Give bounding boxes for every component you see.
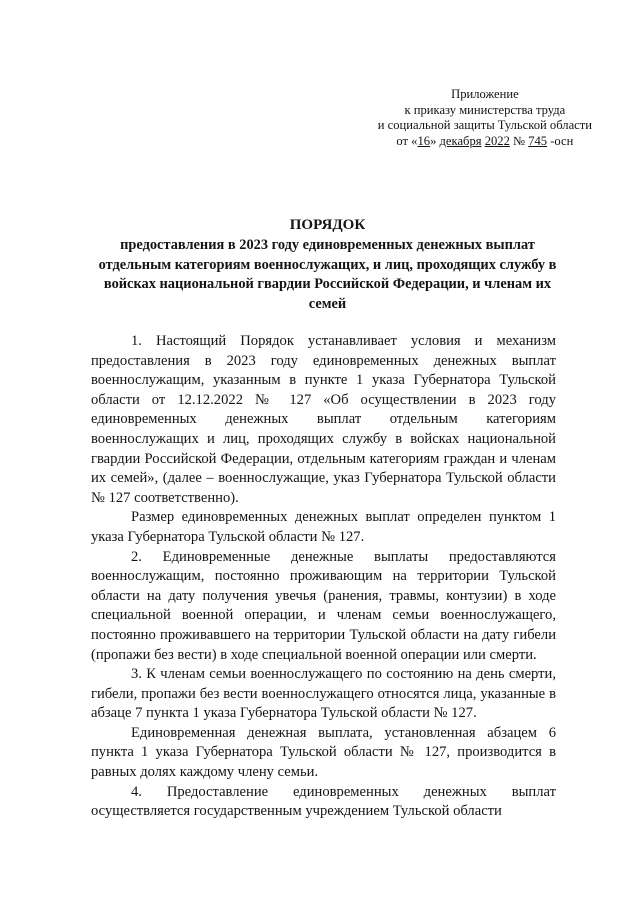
date-prefix: от « [396, 133, 418, 148]
paragraph-6: 4. Предоставление единовременных денежных выплат осуществляется государственным учреждением Тульской области [91, 783, 556, 820]
appendix-label: Приложение [451, 87, 519, 101]
appendix-order-ref: к приказу министерства труда [404, 102, 566, 117]
order-month: декабря [439, 133, 482, 148]
order-suffix: -осн [547, 133, 574, 148]
paragraph-5: Единовременная денежная выплата, установленная абзацем 6 пункта 1 указа Губернатора Тульской области № 127, производится в равных долях каждому члену семьи. [91, 724, 556, 781]
appendix-header [378, 87, 592, 149]
number-sign: № [509, 133, 529, 148]
document-title-block [85, 216, 570, 314]
paragraph-4: 3. К членам семьи военнослужащего по состоянию на день смерти, гибели, пропажи без вести военнослужащего относятся лица, указанные в абзаце 7 пункта 1 указа Губернатора Тульской области № 127. [91, 666, 556, 722]
document-title: ПОРЯДОК [289, 217, 366, 233]
order-year: 2022 [484, 133, 510, 148]
document-body [91, 332, 556, 822]
order-number: 745 [528, 133, 548, 148]
paragraph-1: 1. Настоящий Порядок устанавливает условия и механизм предоставления в 2023 году единовременных денежных выплат военнослужащим, указанным в пункте 1 указа Губернатора Тульской области от 12.12.2022 № 127 «Об осуществлении в 2023 году единовременных денежных выплат отдельным категориям военнослужащих и лиц, проходящих службу в войсках национальной гвардии Российской Федерации, отдельным категориям граждан и членам их семей», (далее – военнослужащие, указ Губернатора Тульской области № 127 соответственно). [91, 333, 556, 506]
paragraph-3: 2. Единовременные денежные выплаты предоставляются военнослужащим, постоянно проживающим на территории Тульской области на дату получения увечья (ранения, травмы, контузии) в ходе специальной военной операции, и членам семьи военнослужащего, постоянно проживавшего на территории Тульской области на дату гибели (пропажи без вести) в ходе специальной военной операции или смерти. [91, 548, 556, 663]
appendix-date-number [378, 134, 592, 150]
document-subtitle: предоставления в 2023 году единовременных денежных выплат отдельным категориям военнослужащих, и лиц, проходящих службу в войсках национальной гвардии Российской Федерации, и членам их семей [98, 237, 557, 312]
order-day: 16 [417, 133, 431, 148]
appendix-ministry: и социальной защиты Тульской области [377, 118, 592, 133]
paragraph-2: Размер единовременных денежных выплат определен пунктом 1 указа Губернатора Тульской области № 127. [91, 509, 556, 545]
date-sep-1: » [430, 133, 440, 148]
